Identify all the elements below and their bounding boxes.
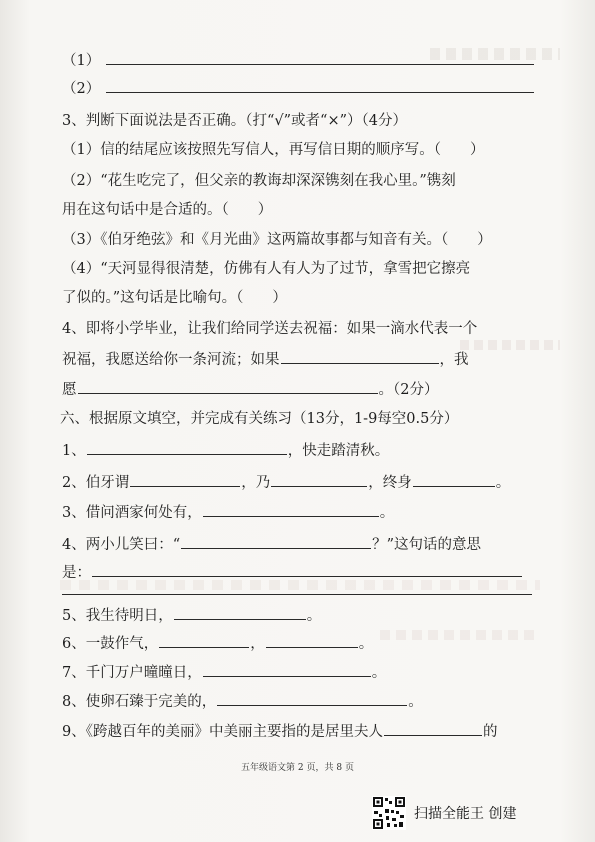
answer-blank[interactable]	[159, 633, 249, 648]
question-3-heading: 3、判断下面说法是否正确。（打“√”或者“×”）（4分）	[62, 113, 407, 129]
question-3-item-1: （1）信的结尾应该按照先写信人，再写信日期的顺序写。（ ）	[62, 142, 485, 158]
answer-line-2	[62, 78, 535, 99]
page-footer: 五年级语文第 2 页，共 8 页	[241, 763, 354, 773]
answer-line[interactable]	[62, 594, 532, 595]
answer-blank[interactable]	[106, 50, 534, 65]
section-6-q4: 4、两小儿笑曰：“ ？”这句话的意思	[62, 534, 481, 555]
question-4-line-2: 祝福，我愿送给你一条河流；如果 ，我	[62, 349, 469, 370]
section-6-q5: 5、我生待明日， 。	[62, 605, 321, 626]
answer-blank[interactable]	[203, 502, 379, 517]
question-3-item-4: （4）“天河显得很清楚，仿佛有人有人为了过节，拿雪把它擦亮	[62, 261, 471, 277]
question-3-item-2-cont: 用在这句话中是合适的。（ ）	[62, 202, 273, 218]
item-label: （2）	[62, 81, 101, 97]
answer-blank[interactable]	[106, 78, 534, 93]
answer-blank[interactable]	[78, 379, 378, 394]
answer-line-1	[62, 50, 535, 71]
answer-blank[interactable]	[174, 605, 306, 620]
item-label: （1）	[62, 53, 101, 69]
question-4-line-1: 4、即将小学毕业，让我们给同学送去祝福：如果一滴水代表一个	[62, 321, 478, 337]
answer-blank[interactable]	[384, 721, 482, 736]
scanner-brand-label: 扫描全能王 创建	[414, 806, 517, 822]
section-6-heading: 六、根据原文填空，并完成有关练习（13分，1-9每空0.5分）	[60, 411, 459, 427]
answer-blank[interactable]	[181, 534, 371, 549]
section-6-q4-meaning: 是：	[62, 562, 523, 583]
section-6-q2: 2、伯牙谓 ，乃 ，终身 。	[62, 472, 510, 493]
answer-blank[interactable]	[271, 472, 367, 487]
section-6-q9: 9、《跨越百年的美丽》中美丽主要指的是居里夫人 的	[62, 721, 497, 742]
answer-blank[interactable]	[281, 349, 439, 364]
answer-blank[interactable]	[217, 691, 407, 706]
section-6-q1: 1、 ，快走踏清秋。	[62, 440, 389, 461]
section-6-q6: 6、一鼓作气， ， 。	[62, 633, 373, 654]
question-3-item-2: （2）“花生吃完了，但父亲的教诲却深深镌刻在我心里。”镌刻	[62, 173, 456, 189]
question-3-item-4-cont: 了似的。”这句话是比喻句。（ ）	[62, 290, 287, 306]
section-6-q7: 7、千门万户曈曈日， 。	[62, 662, 386, 683]
qr-code-icon	[372, 796, 406, 830]
answer-blank[interactable]	[266, 633, 358, 648]
answer-blank[interactable]	[130, 472, 240, 487]
section-6-q3: 3、借问酒家何处有， 。	[62, 502, 394, 523]
answer-blank[interactable]	[413, 472, 495, 487]
bleed-through-shadow	[380, 630, 540, 640]
section-6-q8: 8、使卵石臻于完美的， 。	[62, 691, 423, 712]
answer-blank[interactable]	[87, 440, 287, 455]
answer-blank[interactable]	[203, 662, 371, 677]
bleed-through-shadow	[460, 340, 560, 350]
answer-blank[interactable]	[92, 562, 522, 577]
question-4-line-3: 愿 。（2分）	[62, 379, 438, 400]
question-3-item-3: （3）《伯牙绝弦》和《月光曲》这两篇故事都与知音有关。（ ）	[62, 232, 492, 248]
